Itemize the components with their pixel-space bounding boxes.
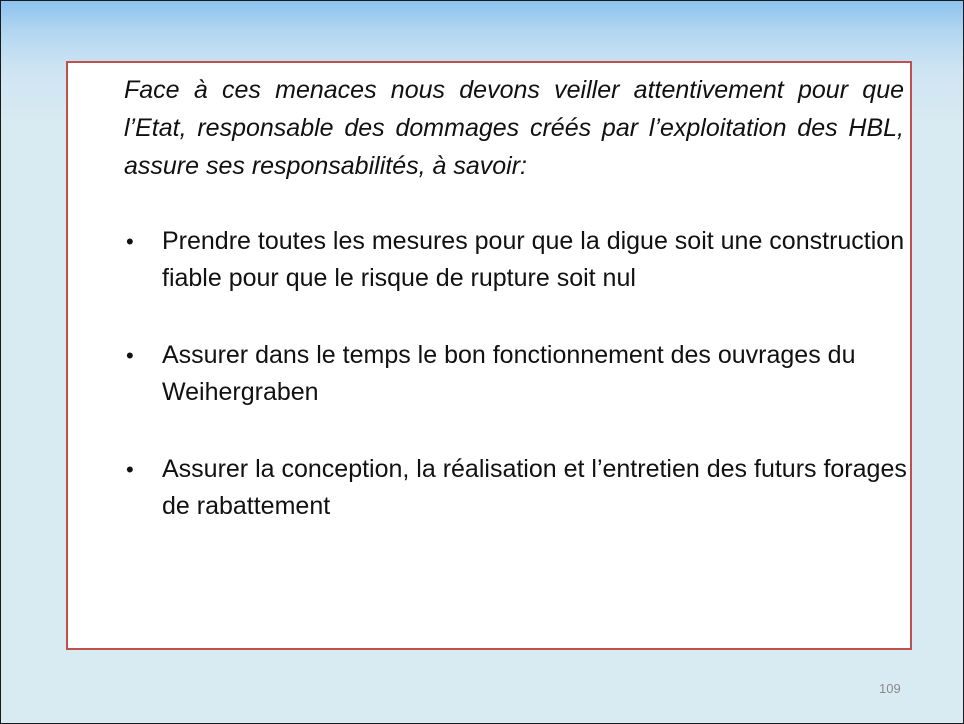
bullet-text: Prendre toutes les mesures pour que la digue soit une construction fiable pour que le risque de rupture soit nul [162, 227, 905, 292]
bullet-text: Assurer la conception, la réalisation et l’entretien des futurs forages de rabattement [162, 455, 907, 520]
content-box [66, 61, 912, 650]
bullet-icon: • [126, 343, 134, 368]
bullet-icon: • [126, 457, 134, 482]
list-item [124, 451, 914, 525]
bullet-icon: • [126, 229, 134, 254]
bullet-list [124, 223, 914, 565]
list-item [124, 223, 914, 297]
intro-paragraph: Face à ces menaces nous devons veiller attentivement pour que l’Etat, responsable des dommages créés par l’exploitation des HBL, assure ses responsabilités, à savoir: [124, 76, 904, 180]
list-item [124, 337, 914, 411]
page-number: 109 [879, 681, 901, 696]
bullet-text: Assurer dans le temps le bon fonctionnement des ouvrages du Weihergraben [162, 341, 856, 406]
